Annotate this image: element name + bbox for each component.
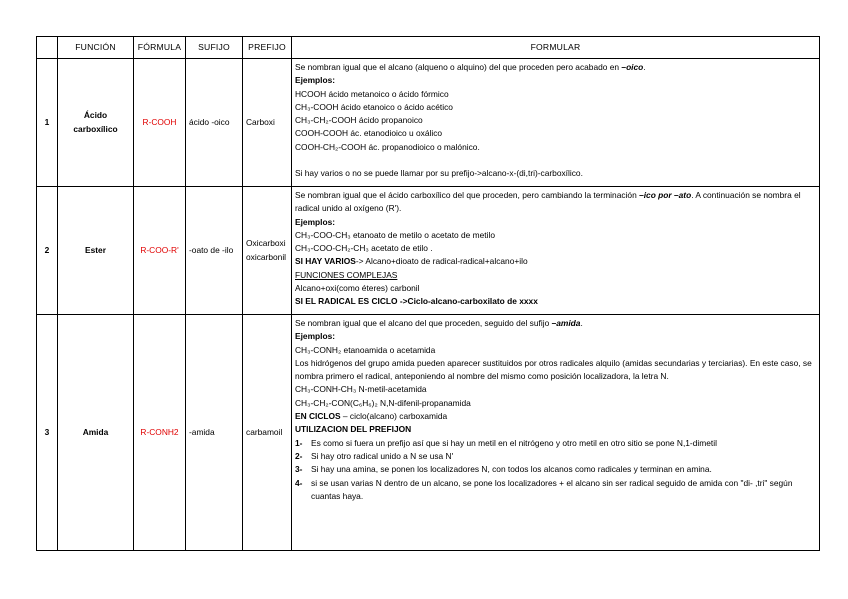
function-prefix: Carboxi	[243, 59, 292, 187]
function-formula: R-COOH	[134, 59, 186, 187]
spacer	[295, 154, 816, 167]
function-name: Ester	[58, 187, 134, 315]
example-line: CH₃-CH₂-CON(C₆H₆)₂ N,N-difenil-propanamida	[295, 397, 471, 408]
varios-line: SI HAY VARIOS-> Alcano+dioato de radical-radical+alcano+ilo	[295, 256, 528, 267]
list-item: 3- Si hay una amina, se ponen los localizadores N, con todos los alcanos como radicales y terminan en amina.	[295, 464, 712, 475]
list-item: 4- si se usan varias N dentro de un alcano, se pone los localizadores + el alcano sin ser radical seguido de amida con "di- ,tri" según cuantas haya.	[295, 477, 793, 501]
function-suffix: -amida	[186, 315, 243, 551]
function-description	[292, 59, 820, 187]
ciclo-line: SI EL RADICAL ES CICLO ->Ciclo-alcano-carboxilato de xxxx	[295, 296, 538, 307]
row-number: 2	[37, 187, 58, 315]
description-note: Si hay varios o no se puede llamar por su prefijo->alcano-x-(di,tri)-carboxílico.	[295, 168, 583, 179]
function-formula: R-COO-R'	[134, 187, 186, 315]
list-item: 1- Es como si fuera un prefijo así que si hay un metil en el nitrógeno y otro metil en otro sitio se pone N,1-dimetil	[295, 437, 717, 448]
header-prefijo: PREFIJO	[243, 37, 292, 59]
example-line: COOH-COOH ác. etanodioico u oxálico	[295, 128, 443, 139]
function-suffix: -oato de -ilo	[186, 187, 243, 315]
list-item: 2- Si hay otro radical unido a N se usa N'	[295, 450, 454, 461]
function-prefix: carbamoil	[243, 315, 292, 551]
function-description	[292, 187, 820, 315]
row-number: 3	[37, 315, 58, 551]
function-name: Ácido carboxílico	[58, 59, 134, 187]
header-sufijo: SUFIJO	[186, 37, 243, 59]
example-line: CH₃-CONH-CH₃ N-metil-acetamida	[295, 384, 427, 395]
example-line: CH₃-CONH₂ etanoamida o acetamida	[295, 344, 436, 355]
complejas-line: Alcano+oxi(como éteres) carbonil	[295, 283, 420, 294]
examples-label: Ejemplos:	[295, 331, 336, 342]
header-formular: FORMULAR	[292, 37, 820, 59]
header-funcion: FUNCIÓN	[58, 37, 134, 59]
example-line: CH₃-CH₂-COOH ácido propanoico	[295, 115, 423, 126]
example-line: COOH-CH₂-COOH ác. propanodioico o malónico.	[295, 141, 480, 152]
header-num	[37, 37, 58, 59]
description-intro: Se nombran igual que el alcano del que proceden, seguido del sufijo –amida.	[295, 318, 583, 328]
function-description	[292, 315, 820, 551]
function-formula: R-CONH2	[134, 315, 186, 551]
table-row	[37, 59, 820, 187]
function-name: Amida	[58, 315, 134, 551]
functions-table	[36, 36, 820, 551]
complejas-heading: FUNCIONES COMPLEJAS	[295, 269, 398, 280]
example-line: HCOOH ácido metanoico o ácido fórmico	[295, 88, 449, 99]
header-row	[37, 37, 820, 59]
header-formula: FÓRMULA	[134, 37, 186, 59]
utilizacion-heading: UTILIZACION DEL PREFIJON	[295, 424, 412, 435]
function-prefix: Oxicarboxi oxicarbonil	[243, 187, 292, 315]
function-suffix: ácido -oico	[186, 59, 243, 187]
examples-label: Ejemplos:	[295, 216, 336, 227]
example-line: CH₃-COO-CH₃ etanoato de metilo o acetato de metilo	[295, 229, 495, 240]
examples-label: Ejemplos:	[295, 75, 336, 86]
ciclos-line: EN CICLOS – ciclo(alcano) carboxamida	[295, 411, 448, 422]
table-row	[37, 187, 820, 315]
row-number: 1	[37, 59, 58, 187]
description-paragraph: Los hidrógenos del grupo amida pueden aparecer sustituidos por otros radicales alquilo (amidas secundarias y terciarias). En este caso, se nombra primero el radical, anteponiendo al nombre del mismo como posición localizadora, la letra N.	[295, 357, 812, 382]
description-intro: Se nombran igual que el alcano (alqueno o alquino) del que proceden pero acabado en –oico.	[295, 62, 646, 72]
description-intro: Se nombran igual que el ácido carboxílico del que proceden, pero cambiando la terminación –ico por –ato. A continuación se nombra el radical unido al oxígeno (R').	[295, 190, 801, 214]
example-line: CH₃-COO-CH₂-CH₃ acetato de etilo .	[295, 243, 433, 254]
example-line: CH₃-COOH ácido etanoico o ácido acético	[295, 101, 453, 112]
table-row	[37, 315, 820, 551]
